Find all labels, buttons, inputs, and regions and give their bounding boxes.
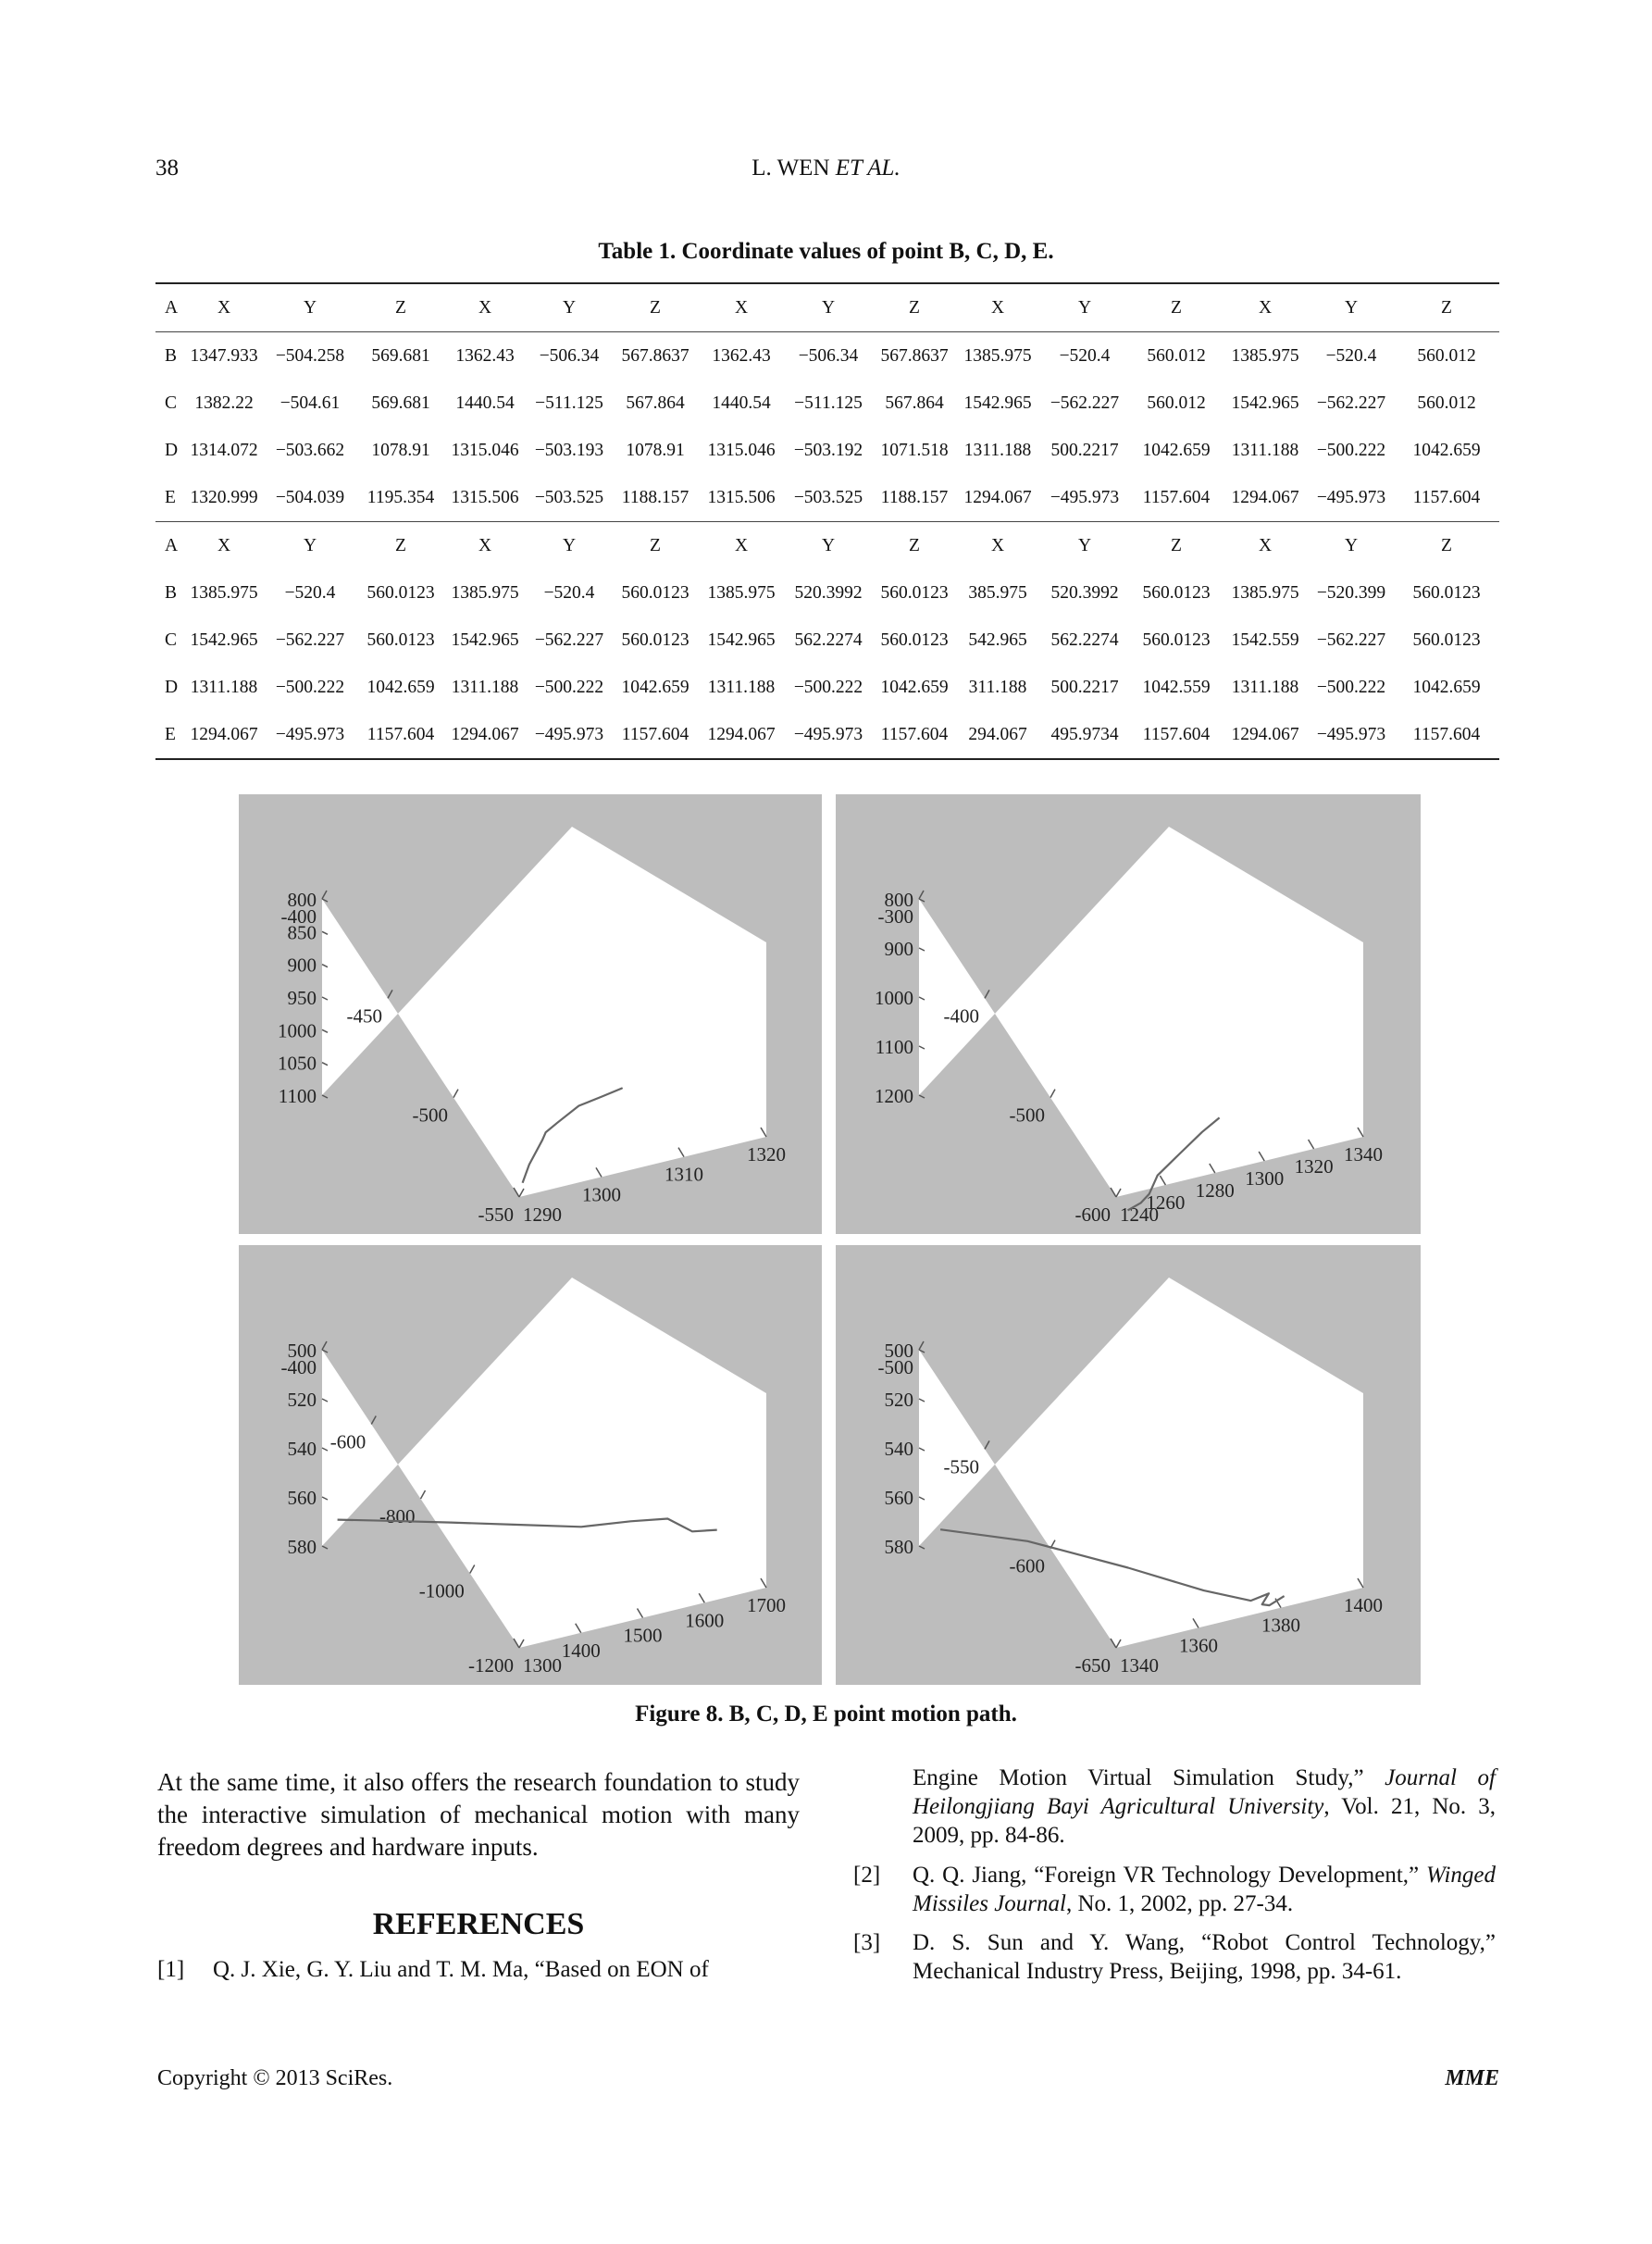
y-tick-label: -600 (1074, 1203, 1111, 1226)
x-tick-label: 1320 (1294, 1155, 1334, 1178)
z-tick-label: 1050 (278, 1052, 317, 1075)
y-tick-label: -500 (412, 1103, 448, 1127)
table-cell: −495.973 (263, 711, 357, 759)
table-cell: Z (1171, 535, 1182, 555)
x-tick-label: 1600 (685, 1609, 725, 1632)
y-tick-label: -800 (379, 1505, 416, 1527)
table-row (155, 664, 1499, 711)
y-tick-label: -300 (877, 905, 913, 928)
z-tick-label: 1000 (875, 987, 913, 1009)
table-cell: X (1222, 283, 1309, 332)
table-cell: Y (1309, 283, 1394, 332)
table-caption: Table 1. Coordinate values of point B, C, D, E. (598, 239, 1054, 264)
table-cell: −503.525 (785, 474, 872, 522)
reference-2-journal: Winged Missiles Journal (913, 1863, 1497, 1916)
x-tick-label: 1500 (623, 1624, 663, 1647)
table-row (155, 569, 1499, 617)
z-tick-label: 800 (884, 889, 913, 911)
z-tick-label: 580 (884, 1536, 913, 1558)
table-cell: X (1258, 535, 1273, 555)
x-tick-label: 1320 (747, 1143, 786, 1166)
y-tick-label: -600 (1009, 1554, 1045, 1577)
plot-panel-4 (836, 1245, 1421, 1685)
x-tick-label: 1300 (523, 1654, 562, 1677)
table-cell: −500.222 (1316, 677, 1386, 697)
table-cell: 567.864 (885, 393, 944, 413)
plot-panel-3 (239, 1245, 822, 1685)
table-cell: −504.258 (275, 345, 345, 366)
y-tick-label: -400 (280, 1356, 317, 1378)
table-cell: 1071.518 (880, 440, 949, 460)
table-cell: 1311.188 (451, 677, 519, 697)
table-cell: −504.039 (263, 474, 357, 522)
table-cell: −506.34 (798, 345, 859, 366)
figure-caption: Figure 8. B, C, D, E point motion path. (635, 1702, 1017, 1727)
z-tick-label: 580 (287, 1536, 317, 1558)
table-cell: X (990, 535, 1005, 555)
table-cell: 560.0123 (366, 630, 435, 650)
x-tick-label: 1290 (523, 1203, 562, 1226)
table-cell: 1362.43 (455, 345, 515, 366)
table-cell: 560.0123 (880, 630, 949, 650)
z-tick-label: 1100 (875, 1036, 913, 1058)
table-cell: 562.2274 (794, 630, 863, 650)
table-cell: 1440.54 (712, 393, 771, 413)
footer-journal: MME (1445, 2066, 1499, 2090)
reference-2-tail: , No. 1, 2002, pp. 27-34. (1065, 1891, 1294, 1916)
table-cell: −506.34 (539, 345, 600, 366)
x-tick-label: 1380 (1261, 1614, 1300, 1637)
table-cell: 1542.965 (190, 630, 258, 650)
table-cell: 1542.559 (1231, 630, 1299, 650)
table-cell: 520.3992 (1050, 582, 1119, 603)
table-cell: Z (872, 283, 957, 332)
footer-copyright: Copyright © 2013 SciRes. (157, 2066, 393, 2090)
table-cell: 1385.975 (190, 582, 258, 603)
z-tick-label: 540 (287, 1438, 317, 1460)
z-tick-label: 900 (287, 954, 317, 977)
table-row-label: B (165, 345, 178, 366)
table-cell: 1042.659 (1412, 677, 1481, 697)
table-cell: 1042.659 (366, 677, 435, 697)
table-cell: 1311.188 (190, 677, 258, 697)
table-cell: 560.0123 (1412, 582, 1481, 603)
table-row-label: B (165, 582, 178, 603)
table-cell: Y (821, 535, 836, 555)
table-cell: X (698, 283, 785, 332)
table-cell: 1311.188 (707, 677, 776, 697)
table-cell: −503.192 (793, 440, 863, 460)
table-cell: 1042.659 (1412, 440, 1481, 460)
y-tick-label: -450 (346, 1004, 382, 1028)
table-cell: 1314.072 (190, 440, 258, 460)
table-cell: 1440.54 (455, 393, 515, 413)
table-row-label: D (165, 677, 179, 697)
table-cell: 1294.067 (1222, 474, 1309, 522)
table-cell: Z (1394, 283, 1499, 332)
table-cell: 560.0123 (366, 582, 435, 603)
z-tick-label: 850 (287, 921, 317, 944)
table-cell: −511.125 (535, 393, 603, 413)
references-heading: REFERENCES (372, 1907, 585, 1941)
table-cell: Z (1131, 283, 1222, 332)
table-row-label: A (155, 283, 185, 332)
z-tick-label: 520 (884, 1389, 913, 1411)
x-tick-label: 1400 (1344, 1594, 1383, 1616)
table-cell: 560.0123 (1142, 630, 1211, 650)
z-tick-label: 540 (884, 1438, 913, 1460)
table-cell: −503.662 (275, 440, 345, 460)
table-cell: 1042.559 (1142, 677, 1211, 697)
reference-2-number: [2] (853, 1863, 881, 1888)
table-cell: 1078.91 (626, 440, 685, 460)
page-number: 38 (155, 156, 179, 181)
x-tick-label: 1400 (561, 1639, 601, 1662)
table-cell: −520.399 (1316, 582, 1386, 603)
table-cell: 500.2217 (1050, 440, 1119, 460)
table-cell: X (217, 535, 231, 555)
coordinate-table-wrap (155, 282, 1499, 760)
table-cell: Y (303, 535, 317, 555)
x-tick-label: 1260 (1146, 1191, 1186, 1214)
table-cell: Z (650, 535, 661, 555)
z-tick-label: 950 (287, 987, 317, 1009)
y-tick-label: -650 (1074, 1654, 1111, 1677)
table-cell: 1315.046 (707, 440, 776, 460)
x-tick-label: 1280 (1195, 1179, 1235, 1202)
table-cell: 560.012 (1417, 393, 1476, 413)
table-cell: Y (1344, 535, 1359, 555)
table-cell: 560.012 (1147, 393, 1206, 413)
table-cell: 1315.046 (451, 440, 519, 460)
table-cell: 1157.604 (872, 711, 957, 759)
reference-2-body (913, 1861, 1496, 1918)
running-head-authors: L. WEN (751, 156, 830, 181)
table-cell: 1385.975 (707, 582, 776, 603)
y-tick-label: -500 (1009, 1103, 1045, 1127)
table-cell: Y (785, 283, 872, 332)
table-cell: 1542.965 (707, 630, 776, 650)
table-cell: 560.012 (1147, 345, 1206, 366)
table-cell: −495.973 (526, 711, 613, 759)
table-cell: 542.965 (968, 630, 1027, 650)
table-cell: Z (395, 535, 406, 555)
table-row-label: A (165, 535, 179, 555)
body-paragraph: At the same time, it also offers the research foundation to study the interactive simulation of mechanical motion with many freedom degrees and hardware inputs. (157, 1768, 800, 1861)
table-cell: −520.4 (1059, 345, 1111, 366)
table-cell: 1542.965 (963, 393, 1032, 413)
table-row-label: E (155, 711, 185, 759)
table-row (155, 711, 1499, 759)
table-cell: Z (909, 535, 920, 555)
table-cell: 1042.659 (621, 677, 689, 697)
table-cell: 569.681 (371, 393, 430, 413)
table-cell: 1385.975 (1231, 345, 1299, 366)
table-cell: 1542.965 (451, 630, 519, 650)
table-cell: 562.2274 (1050, 630, 1119, 650)
table-cell: −520.4 (543, 582, 595, 603)
reference-1-journal: Journal of Heilongjiang Bayi Agricultural University (913, 1765, 1497, 1819)
table-cell: 1294.067 (1222, 711, 1309, 759)
table-cell: 1294.067 (698, 711, 785, 759)
table-cell: 1311.188 (963, 440, 1032, 460)
table-cell: 1157.604 (357, 711, 444, 759)
table-cell: −495.973 (1309, 711, 1394, 759)
table-cell: X (185, 283, 263, 332)
reference-3-text: D. S. Sun and Y. Wang, “Robot Control Technology,” Mechanical Industry Press, Beijing, 1998, pp. 34-61. (913, 1930, 1496, 1984)
table-cell: 567.864 (626, 393, 685, 413)
reference-1-tail: , Vol. 21, No. 3, 2009, pp. 84-86. (913, 1794, 1496, 1848)
table-cell: 1157.604 (613, 711, 698, 759)
reference-1-text-end: Engine Motion Virtual Simulation Study,” (913, 1765, 1364, 1790)
z-tick-label: 520 (287, 1389, 317, 1411)
reference-2-text: Q. Q. Jiang, “Foreign VR Technology Development,” (913, 1863, 1420, 1888)
table-row (155, 380, 1499, 427)
table-header-row (155, 283, 1499, 332)
x-tick-label: 1300 (1245, 1167, 1285, 1190)
running-head-etal: ET AL. (835, 156, 901, 181)
table-cell: 1157.604 (1394, 474, 1499, 522)
table-cell: 1078.91 (371, 440, 430, 460)
reference-3 (853, 1928, 1496, 1989)
x-tick-label: 1310 (665, 1163, 703, 1186)
table-cell: 567.8637 (621, 345, 689, 366)
table-cell: Y (1077, 535, 1092, 555)
x-tick-label: 1340 (1120, 1654, 1159, 1677)
table-cell: −520.4 (284, 582, 336, 603)
table-cell: 560.0123 (621, 582, 689, 603)
x-tick-label: 1360 (1179, 1634, 1218, 1657)
table-cell: −511.125 (794, 393, 863, 413)
table-cell: −503.525 (526, 474, 613, 522)
table-cell: Z (1441, 535, 1452, 555)
table-cell: −495.973 (1309, 474, 1394, 522)
x-tick-label: 1340 (1344, 1143, 1383, 1166)
z-tick-label: 1200 (875, 1085, 913, 1107)
table-cell: 1542.965 (1231, 393, 1299, 413)
z-tick-label: 900 (884, 938, 913, 960)
table-cell: 1385.975 (451, 582, 519, 603)
table-cell: X (478, 535, 492, 555)
plot-panel-2 (836, 794, 1421, 1234)
table-cell: Y (263, 283, 357, 332)
table-cell: 1195.354 (357, 474, 444, 522)
reference-1-text-start: Q. J. Xie, G. Y. Liu and T. M. Ma, “Based on EON of (213, 1957, 709, 1982)
table-cell: 1311.188 (1231, 677, 1299, 697)
table-cell: 560.012 (1417, 345, 1476, 366)
table-cell: 567.8637 (880, 345, 949, 366)
table-cell: 1385.975 (963, 345, 1032, 366)
table-cell: 1315.506 (698, 474, 785, 522)
table-row-label: C (165, 393, 178, 413)
table-cell: −562.227 (1316, 393, 1386, 413)
table-row-label: D (165, 440, 179, 460)
x-tick-label: 1300 (582, 1183, 621, 1206)
z-tick-label: 560 (287, 1487, 317, 1509)
table-cell: 294.067 (957, 711, 1038, 759)
table-cell: 1382.22 (194, 393, 254, 413)
table-cell: Z (357, 283, 444, 332)
table-cell: −500.222 (1316, 440, 1386, 460)
table-cell: 1315.506 (444, 474, 526, 522)
table-cell: 569.681 (371, 345, 430, 366)
table-row-label: C (165, 630, 178, 650)
z-tick-label: 500 (287, 1340, 317, 1362)
y-tick-label: -400 (943, 1004, 979, 1028)
table-row (155, 427, 1499, 474)
x-tick-label: 1700 (747, 1594, 786, 1616)
table-cell: 1188.157 (872, 474, 957, 522)
table-cell: −500.222 (793, 677, 863, 697)
table-cell: 1042.659 (1142, 440, 1211, 460)
table-cell: Y (1038, 283, 1131, 332)
table-cell: 1188.157 (613, 474, 698, 522)
z-tick-label: 1000 (278, 1019, 317, 1042)
reference-2 (853, 1861, 1496, 1922)
table-cell: 1294.067 (444, 711, 526, 759)
y-tick-label: -500 (877, 1356, 913, 1378)
table-row (155, 332, 1499, 380)
table-row (155, 617, 1499, 664)
table-cell: 1157.604 (1131, 474, 1222, 522)
x-tick-label: 1240 (1120, 1203, 1159, 1226)
running-head (0, 156, 1652, 181)
z-tick-label: 1100 (278, 1085, 317, 1107)
table-cell: −504.61 (279, 393, 341, 413)
table-cell: 560.0123 (1142, 582, 1211, 603)
reference-1 (157, 1955, 800, 1992)
table-cell: 1294.067 (185, 711, 263, 759)
table-cell: 1385.975 (1231, 582, 1299, 603)
table-cell: −495.973 (785, 711, 872, 759)
coordinate-table (155, 282, 1499, 760)
table-row-label: E (155, 474, 185, 522)
table-cell: Y (526, 283, 613, 332)
table-cell: Y (562, 535, 577, 555)
table-cell: X (957, 283, 1038, 332)
motion-path-figure (236, 787, 1421, 1685)
table-cell: −503.193 (534, 440, 604, 460)
z-tick-label: 500 (884, 1340, 913, 1362)
y-tick-label: -550 (478, 1203, 514, 1226)
table-cell: 311.188 (968, 677, 1027, 697)
y-tick-label: -400 (280, 905, 317, 928)
table-cell: 1320.999 (185, 474, 263, 522)
table-cell: −500.222 (275, 677, 345, 697)
table-cell: −562.227 (534, 630, 604, 650)
reference-1-number: [1] (157, 1957, 185, 1982)
y-tick-label: -1200 (468, 1654, 514, 1677)
table-cell: 1311.188 (1231, 440, 1299, 460)
table-cell: X (444, 283, 526, 332)
plot-panel-1 (239, 794, 822, 1234)
table-cell: 1157.604 (1394, 711, 1499, 759)
table-cell: X (734, 535, 749, 555)
table-cell: Z (613, 283, 698, 332)
table-cell: 520.3992 (794, 582, 863, 603)
y-tick-label: -600 (329, 1430, 366, 1453)
table-cell: 560.0123 (1412, 630, 1481, 650)
table-cell: 1362.43 (712, 345, 771, 366)
table-cell: 500.2217 (1050, 677, 1119, 697)
table-cell: 385.975 (968, 582, 1027, 603)
y-tick-label: -1000 (418, 1579, 465, 1602)
y-tick-label: -550 (943, 1455, 979, 1478)
table-cell: 495.9734 (1038, 711, 1131, 759)
table-cell: −562.227 (1316, 630, 1386, 650)
reference-1-continued (913, 1764, 1496, 1850)
table-cell: 1157.604 (1131, 711, 1222, 759)
table-cell: 1347.933 (190, 345, 258, 366)
table-cell: 560.0123 (880, 582, 949, 603)
z-tick-label: 800 (287, 889, 317, 911)
table-cell: −562.227 (275, 630, 345, 650)
table-cell: −500.222 (534, 677, 604, 697)
reference-3-number: [3] (853, 1930, 881, 1955)
table-cell: 1042.659 (880, 677, 949, 697)
table-cell: −562.227 (1050, 393, 1120, 413)
table-cell: 560.0123 (621, 630, 689, 650)
table-cell: −520.4 (1325, 345, 1377, 366)
table-header-row (155, 522, 1499, 570)
table-cell: 1294.067 (957, 474, 1038, 522)
table-cell: −495.973 (1038, 474, 1131, 522)
z-tick-label: 560 (884, 1487, 913, 1509)
table-row (155, 474, 1499, 522)
